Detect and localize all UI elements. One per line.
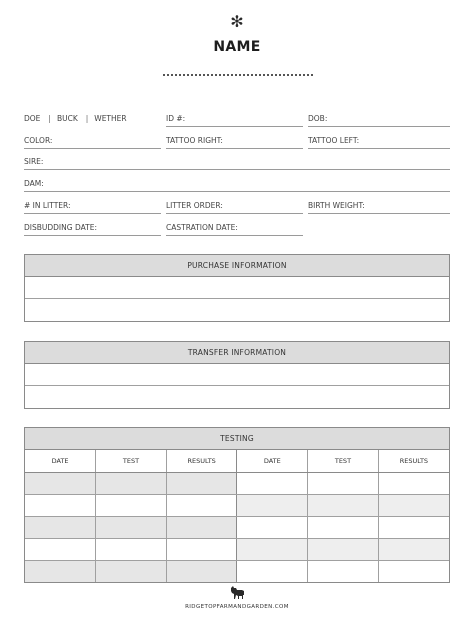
table-cell[interactable] bbox=[166, 538, 237, 560]
testing-column-headers bbox=[25, 450, 449, 472]
purchase-information-box bbox=[24, 254, 450, 322]
table-cell[interactable] bbox=[378, 560, 449, 582]
purchase-information-header: PURCHASE INFORMATION bbox=[25, 255, 449, 277]
castration-date-field[interactable] bbox=[166, 223, 303, 236]
table-cell[interactable] bbox=[308, 538, 379, 560]
table-cell[interactable] bbox=[25, 560, 96, 582]
column-header-date: DATE bbox=[25, 450, 96, 472]
table-cell[interactable] bbox=[166, 516, 237, 538]
sire-label: SIRE: bbox=[24, 157, 44, 166]
disbudding-date-field[interactable] bbox=[24, 223, 161, 236]
table-row bbox=[25, 560, 449, 582]
sire-field[interactable] bbox=[24, 157, 450, 170]
table-cell[interactable] bbox=[166, 472, 237, 494]
table-cell[interactable] bbox=[378, 494, 449, 516]
dam-label: DAM: bbox=[24, 179, 44, 188]
table-cell[interactable] bbox=[96, 516, 167, 538]
ornament-icon: ✻ bbox=[230, 12, 244, 31]
dob-field[interactable] bbox=[308, 114, 450, 127]
testing-header: TESTING bbox=[25, 428, 449, 450]
table-row bbox=[25, 516, 449, 538]
table-cell[interactable] bbox=[378, 516, 449, 538]
table-cell[interactable] bbox=[237, 516, 308, 538]
purchase-row[interactable] bbox=[25, 299, 449, 321]
in-litter-label: # IN LITTER: bbox=[24, 201, 71, 210]
table-cell[interactable] bbox=[308, 516, 379, 538]
sex-options: DOE | BUCK | WETHER bbox=[24, 114, 127, 123]
in-litter-field[interactable] bbox=[24, 201, 161, 214]
table-cell[interactable] bbox=[96, 560, 167, 582]
column-header-results: RESULTS bbox=[166, 450, 237, 472]
table-cell[interactable] bbox=[378, 472, 449, 494]
footer-website[interactable]: RIDGETOPFARMANDGARDEN.COM bbox=[185, 604, 289, 610]
litter-order-field[interactable] bbox=[166, 201, 303, 214]
goat-icon bbox=[228, 585, 246, 601]
table-cell[interactable] bbox=[237, 538, 308, 560]
column-header-test: TEST bbox=[96, 450, 167, 472]
dob-label: DOB: bbox=[308, 114, 328, 123]
table-row bbox=[25, 472, 449, 494]
name-line[interactable] bbox=[163, 74, 313, 76]
table-cell[interactable] bbox=[308, 560, 379, 582]
table-row bbox=[25, 494, 449, 516]
table-cell[interactable] bbox=[25, 494, 96, 516]
tattoo-left-label: TATTOO LEFT: bbox=[308, 136, 360, 145]
table-cell[interactable] bbox=[166, 560, 237, 582]
transfer-information-header: TRANSFER INFORMATION bbox=[25, 342, 449, 364]
table-cell[interactable] bbox=[237, 472, 308, 494]
table-cell[interactable] bbox=[308, 494, 379, 516]
table-cell[interactable] bbox=[96, 494, 167, 516]
table-cell[interactable] bbox=[96, 472, 167, 494]
page-title: NAME bbox=[213, 39, 261, 55]
litter-order-label: LITTER ORDER: bbox=[166, 201, 223, 210]
table-cell[interactable] bbox=[237, 494, 308, 516]
disbudding-date-label: DISBUDDING DATE: bbox=[24, 223, 97, 232]
table-row bbox=[25, 538, 449, 560]
table-cell[interactable] bbox=[96, 538, 167, 560]
testing-box bbox=[24, 427, 450, 583]
sex-option-buck[interactable]: BUCK bbox=[56, 114, 78, 123]
sex-option-doe[interactable]: DOE bbox=[24, 114, 41, 123]
color-field[interactable] bbox=[24, 136, 161, 149]
transfer-row[interactable] bbox=[25, 364, 449, 386]
transfer-information-box bbox=[24, 341, 450, 409]
id-field[interactable] bbox=[166, 114, 303, 127]
table-cell[interactable] bbox=[166, 494, 237, 516]
testing-table bbox=[25, 450, 449, 582]
birth-weight-field[interactable] bbox=[308, 201, 450, 214]
tattoo-left-field[interactable] bbox=[308, 136, 450, 149]
tattoo-right-label: TATTOO RIGHT: bbox=[166, 136, 223, 145]
dam-field[interactable] bbox=[24, 179, 450, 192]
column-header-test: TEST bbox=[308, 450, 379, 472]
table-cell[interactable] bbox=[237, 560, 308, 582]
column-header-results: RESULTS bbox=[378, 450, 449, 472]
table-cell[interactable] bbox=[25, 538, 96, 560]
color-label: COLOR: bbox=[24, 136, 53, 145]
sex-option-wether[interactable]: WETHER bbox=[94, 114, 127, 123]
table-cell[interactable] bbox=[25, 516, 96, 538]
id-label: ID #: bbox=[166, 114, 186, 123]
transfer-row[interactable] bbox=[25, 386, 449, 408]
purchase-row[interactable] bbox=[25, 277, 449, 299]
table-cell[interactable] bbox=[308, 472, 379, 494]
column-header-date: DATE bbox=[237, 450, 308, 472]
table-cell[interactable] bbox=[25, 472, 96, 494]
tattoo-right-field[interactable] bbox=[166, 136, 303, 149]
birth-weight-label: BIRTH WEIGHT: bbox=[308, 201, 365, 210]
castration-date-label: CASTRATION DATE: bbox=[166, 223, 238, 232]
table-cell[interactable] bbox=[378, 538, 449, 560]
